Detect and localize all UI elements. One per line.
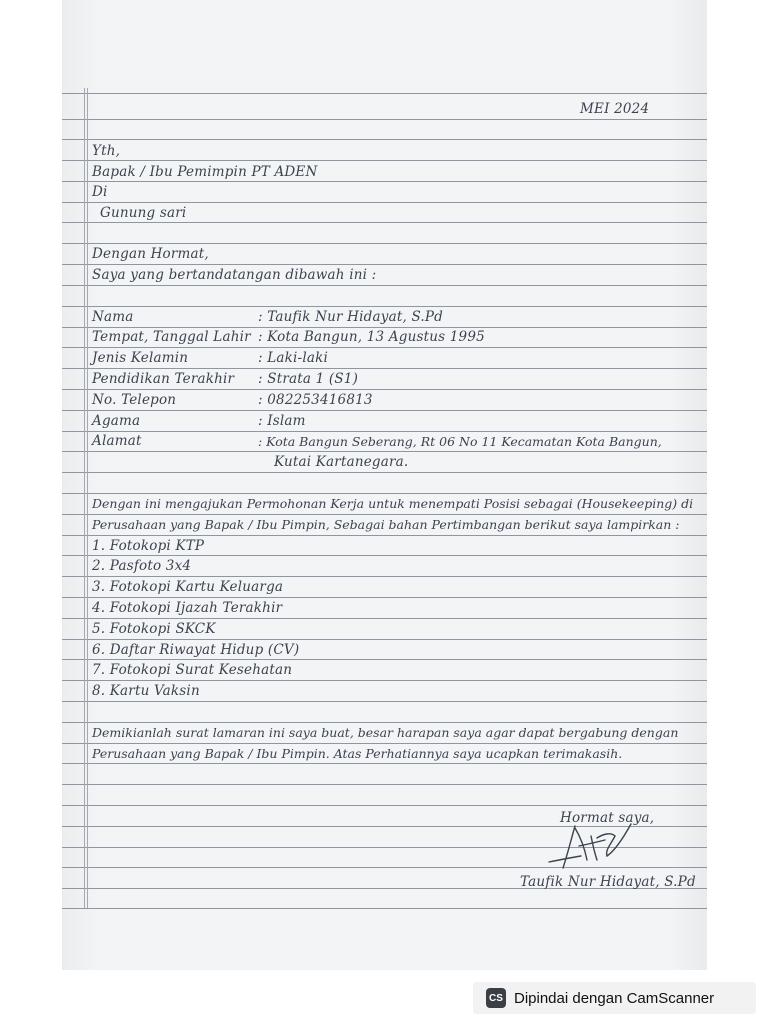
attachment-item: 6. Daftar Riwayat Hidup (CV) [92,642,300,658]
camscanner-label: Dipindai dengan CamScanner [514,989,715,1007]
rule-line [62,327,707,328]
recipient-name: Bapak / Ibu Pemimpin PT ADEN [92,164,318,180]
attachment-item: 7. Fotokopi Surat Kesehatan [92,662,293,678]
rule-line [62,659,707,660]
salutation: Dengan Hormat, [92,246,209,262]
rule-line [62,514,707,515]
field-value-nama: : Taufik Nur Hidayat, S.Pd [258,309,444,325]
body-line-2: Perusahaan yang Bapak / Ibu Pimpin, Sebagai bahan Pertimbangan berikut saya lampirkan : [92,517,680,532]
rule-line [62,431,707,432]
rule-line [62,639,707,640]
rule-line [62,285,707,286]
rule-line [62,908,707,909]
rule-line [62,243,707,244]
rule-line [62,368,707,369]
field-label-alamat: Alamat [92,433,142,449]
closing-line-1: Demikianlah surat lamaran ini saya buat, besar harapan saya agar dapat bergabung dengan [92,725,679,740]
rule-line [62,410,707,411]
rule-line [62,202,707,203]
rule-line [62,555,707,556]
attachment-item: 5. Fotokopi SKCK [92,621,216,637]
rule-line [62,347,707,348]
rule-line [62,181,707,182]
field-label-kelamin: Jenis Kelamin [92,350,189,366]
field-value-kelamin: : Laki-laki [258,350,328,366]
field-value-agama: : Islam [258,413,306,429]
rule-line [62,139,707,140]
field-label-pendidikan: Pendidikan Terakhir [92,371,235,387]
camscanner-logo-icon: CS [486,988,506,1008]
rule-line [62,784,707,785]
margin-line [84,88,85,908]
rule-line [62,701,707,702]
rule-line [62,597,707,598]
field-label-telepon: No. Telepon [92,392,177,408]
recipient-di: Di [92,184,108,200]
attachment-item: 4. Fotokopi Ijazah Terakhir [92,600,283,616]
address-continuation: Kutai Kartanegara. [274,454,409,470]
rule-line [62,805,707,806]
field-label-ttl: Tempat, Tanggal Lahir [92,329,251,345]
camscanner-badge [473,982,756,1014]
attachment-item: 1. Fotokopi KTP [92,538,205,554]
rule-line [62,451,707,452]
rule-line [62,160,707,161]
rule-line [62,680,707,681]
rule-line [62,535,707,536]
margin-line [87,88,88,908]
rule-line [62,222,707,223]
attachment-item: 2. Pasfoto 3x4 [92,558,192,574]
field-value-pendidikan: : Strata 1 (S1) [258,371,359,387]
attachment-item: 8. Kartu Vaksin [92,683,200,699]
rule-line [62,119,707,120]
rule-line [62,93,707,94]
sign-off: Hormat saya, [560,810,655,826]
rule-line [62,743,707,744]
rule-line [62,264,707,265]
letter-date: MEI 2024 [580,101,650,117]
signature-scribble [545,816,635,876]
field-label-nama: Nama [92,309,134,325]
attachment-item: 3. Fotokopi Kartu Keluarga [92,579,284,595]
field-value-ttl: : Kota Bangun, 13 Agustus 1995 [258,329,485,345]
body-line-1: Dengan ini mengajukan Permohonan Kerja untuk menempati Posisi sebagai (Housekeeping) di [92,496,694,511]
field-value-alamat: : Kota Bangun Seberang, Rt 06 No 11 Kecamatan Kota Bangun, [258,434,662,449]
rule-line [62,618,707,619]
intro-line: Saya yang bertandatangan dibawah ini : [92,267,377,283]
closing-line-2: Perusahaan yang Bapak / Ibu Pimpin. Atas Perhatiannya saya ucapkan terimakasih. [92,746,623,761]
rule-line [62,306,707,307]
rule-line [62,576,707,577]
recipient-greeting: Yth, [92,143,121,159]
rule-line [62,389,707,390]
recipient-place: Gunung sari [100,205,187,221]
rule-line [62,472,707,473]
rule-line [62,763,707,764]
field-value-telepon: : 082253416813 [258,392,373,408]
field-label-agama: Agama [92,413,141,429]
signer-name: Taufik Nur Hidayat, S.Pd [520,874,696,890]
rule-line [62,722,707,723]
rule-line [62,493,707,494]
